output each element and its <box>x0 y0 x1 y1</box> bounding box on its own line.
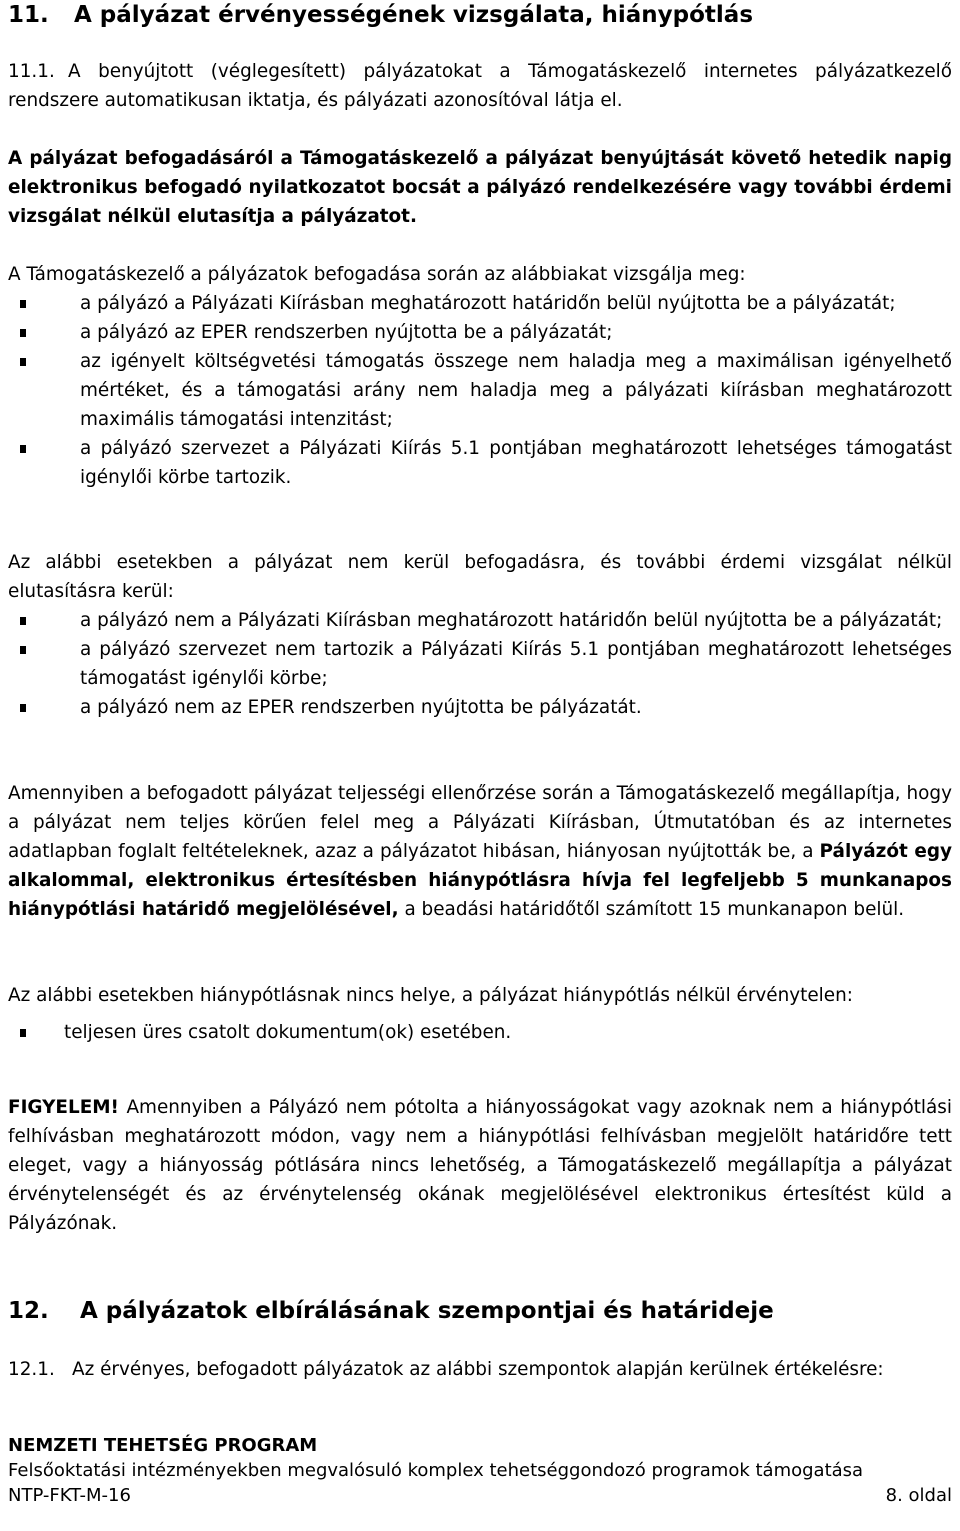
square-bullet-icon <box>20 704 26 712</box>
list-item: a pályázó az EPER rendszerben nyújtotta be a pályázatát; <box>8 318 952 347</box>
reject-intro: Az alábbi esetekben a pályázat nem kerül befogadásra, és további érdemi vizsgálat nélkül elutasításra kerül: <box>8 552 952 602</box>
footer-row <box>8 1483 952 1508</box>
no-deficiency-list <box>8 1018 952 1047</box>
subsection-11-1-number: 11.1. <box>8 61 55 82</box>
subsection-12-1-text: Az érvényes, befogadott pályázatok az alábbi szempontok alapján kerülnek értékelésre: <box>72 1359 884 1380</box>
check-list <box>8 289 952 492</box>
deficiency-paragraph: Amennyiben a befogadott pályázat teljességi ellenőrzése során a Támogatáskezelő megállapítja, hogy a pályázat nem teljes körűen felel meg a Pályázati Kiírásban, Útmutatóban és az internetes adatlapban foglalt feltételeknek, azaz a pályázatot hibásan, hiányosan nyújtották be, a Pályázót egy alkalommal, elektronikus értesítésben hiánypótlásra hívja fel legfeljebb 5 munkanapos hiánypótlási határidő megjelölésével, a beadási határidőtől számított 15 munkanapon belül. <box>8 783 952 920</box>
footer-subtitle: Felsőoktatási intézményekben megvalósuló komplex tehetséggondozó programok támogatása <box>8 1460 864 1481</box>
section-11-number: 11. <box>8 2 49 28</box>
footer-program: NEMZETI TEHETSÉG PROGRAM <box>8 1435 318 1456</box>
footer-page-number: 8. oldal <box>885 1485 952 1506</box>
list-item: a pályázó szervezet a Pályázati Kiírás 5.1 pontjában meghatározott lehetséges támogatást igénylői körbe tartozik. <box>8 434 952 492</box>
check-intro: A Támogatáskezelő a pályázatok befogadása során az alábbiakat vizsgálja meg: <box>8 264 746 285</box>
warning-label: FIGYELEM! <box>8 1097 119 1118</box>
square-bullet-icon <box>20 329 26 337</box>
no-deficiency-block <box>8 981 952 1047</box>
section-11-title: A pályázat érvényességének vizsgálata, hiánypótlás <box>74 2 754 28</box>
acceptance-paragraph: A pályázat befogadásáról a Támogatáskezelő a pályázat benyújtását követő hetedik napig elektronikus befogadó nyilatkozatot bocsát a pályázó rendelkezésére vagy további érdemi vizsgálat nélkül elutasítja a pályázatot. <box>8 148 952 227</box>
section-12-heading <box>8 1296 774 1326</box>
subsection-11-1 <box>8 57 952 115</box>
square-bullet-icon <box>20 617 26 625</box>
footer-code: NTP-FKT-M-16 <box>8 1485 131 1506</box>
warning-paragraph <box>8 1093 952 1238</box>
section-12-number: 12. <box>8 1298 49 1324</box>
list-item: teljesen üres csatolt dokumentum(ok) esetében. <box>8 1018 952 1047</box>
section-12-title: A pályázatok elbírálásának szempontjai és határideje <box>80 1298 774 1324</box>
page-footer <box>8 1433 952 1508</box>
reject-list <box>8 606 952 722</box>
square-bullet-icon <box>20 445 26 453</box>
list-item: a pályázó nem a Pályázati Kiírásban meghatározott határidőn belül nyújtotta be a pályázatát; <box>8 606 952 635</box>
check-block <box>8 260 952 492</box>
reject-block <box>8 548 952 722</box>
list-item: a pályázó a Pályázati Kiírásban meghatározott határidőn belül nyújtotta be a pályázatát; <box>8 289 952 318</box>
subsection-11-1-text: A benyújtott (véglegesített) pályázatokat a Támogatáskezelő internetes pályázatkezelő rendszere automatikusan iktatja, és pályázati azonosítóval látja el. <box>8 61 952 111</box>
subsection-12-1-number: 12.1. <box>8 1359 55 1380</box>
square-bullet-icon <box>20 300 26 308</box>
no-deficiency-intro: Az alábbi esetekben hiánypótlásnak nincs helye, a pályázat hiánypótlás nélkül érvénytelen: <box>8 985 853 1006</box>
list-item: a pályázó szervezet nem tartozik a Pályázati Kiírás 5.1 pontjában meghatározott lehetséges támogatást igénylői körbe; <box>8 635 952 693</box>
deficiency-bold-text: Pályázót egy alkalommal, elektronikus értesítésben hiánypótlásra hívja fel legfeljebb 5 munkanapos hiánypótlási határidő megjelölésével, <box>8 841 952 920</box>
list-item: az igényelt költségvetési támogatás összege nem haladja meg a maximálisan igényelhető mértéket, és a támogatási arány nem haladja meg a pályázati kiírásban meghatározott maximális támogatási intenzitást; <box>8 347 952 434</box>
square-bullet-icon <box>20 646 26 654</box>
square-bullet-icon <box>20 1029 26 1037</box>
subsection-12-1 <box>8 1355 952 1384</box>
list-item: a pályázó nem az EPER rendszerben nyújtotta be pályázatát. <box>8 693 952 722</box>
section-11-heading <box>8 0 753 30</box>
square-bullet-icon <box>20 358 26 366</box>
warning-text: Amennyiben a Pályázó nem pótolta a hiányosságokat vagy azoknak nem a hiánypótlási felhívásban meghatározott módon, vagy nem a hiánypótlási felhívásban megjelölt határidőre tett eleget, vagy a hiányosság pótlására nincs lehetőség, a Támogatáskezelő megállapítja a pályázat érvénytelenségét és az érvénytelenség okának megjelölésével elektronikus értesítést küld a Pályázónak. <box>8 1097 952 1234</box>
